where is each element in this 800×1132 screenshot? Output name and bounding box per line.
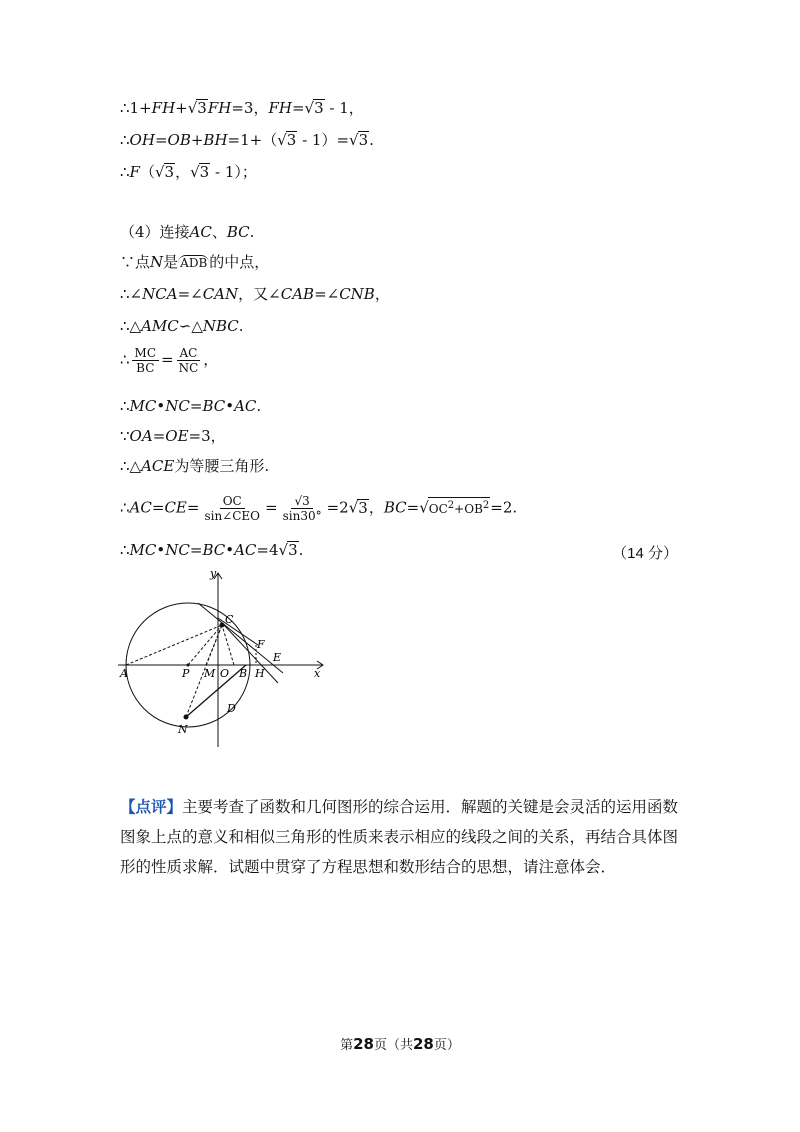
page-total: 28 <box>413 1035 434 1053</box>
line-nb <box>186 665 246 717</box>
solution-line-12: ∴AC=CE= $\frac{OC}{\text{sin∠CEO}}$ = $\frac{√3}{\sin 30^\circ}$ =2√3，$BC=√OC^2+OB^2=2$. <box>120 494 518 523</box>
svg-text:B: B <box>239 667 248 680</box>
svg-text:H: H <box>255 667 265 680</box>
svg-text:D: D <box>227 702 236 715</box>
svg-text:x: x <box>314 667 321 680</box>
svg-text:M: M <box>204 667 216 680</box>
svg-text:N: N <box>178 723 188 736</box>
comment-text: 主要考查了函数和几何图形的综合运用．解题的关键是会灵活的运用函数图象上点的意义和相似三角形的性质来表示相应的线段之间的关系，再结合具体图形的性质求解．试题中贯穿了方程思想和数形结合的思想，请注意体会． <box>120 798 679 876</box>
geometry-figure <box>118 565 338 750</box>
fraction-ac-nc: $\frac{AC}{NC}$ <box>176 346 202 375</box>
solution-line-6: ∴∠NCA=∠CAN，又∠CAB=∠CNB， <box>120 285 390 303</box>
solution-line-3: ∴F（√3，√3 - 1）； <box>120 163 257 181</box>
solution-line-1: ∴1+FH+√3FH=3，FH=√3 - 1， <box>120 99 364 117</box>
svg-text:F: F <box>257 638 265 651</box>
line-c-h <box>224 625 278 683</box>
fraction-oc-sin: $\frac{OC}{\text{sin∠CEO}}$ <box>204 494 261 523</box>
comment-tag: 【点评】 <box>120 798 183 816</box>
svg-text:y: y <box>210 567 217 580</box>
solution-line-13: ∴MC•NC=BC•AC=4√3. <box>120 541 304 559</box>
fraction-mc-bc: $\frac{MC}{BC}$ <box>132 346 159 375</box>
arc-adb: ADB <box>180 256 208 270</box>
page-footer: 第28页（共28页） <box>340 1035 460 1053</box>
solution-line-4: （4）连接AC、BC. <box>120 223 255 241</box>
solution-line-8: ∴ $\frac{MC}{BC}$ = $\frac{AC}{NC}$ ， <box>120 346 219 375</box>
solution-line-7: ∴△AMC∽△NBC. <box>120 317 244 335</box>
solution-line-2: ∴OH=OB+BH=1+（√3 - 1）=√3. <box>120 131 374 149</box>
score-label: （14 分） <box>612 545 678 562</box>
svg-text:E: E <box>273 651 282 664</box>
line-cf <box>218 618 258 645</box>
comment-block <box>120 792 680 882</box>
svg-text:O: O <box>220 667 230 680</box>
svg-text:P: P <box>182 667 190 680</box>
fraction-sqrt3-sin30: $\frac{√3}{\sin 30^\circ}$ <box>282 494 322 523</box>
solution-line-9: ∴MC•NC=BC•AC. <box>120 397 262 415</box>
svg-text:A: A <box>120 667 128 680</box>
point-n <box>184 715 189 720</box>
solution-line-11: ∴△ACE为等腰三角形. <box>120 457 270 475</box>
solution-line-10: ∵OA=OE=3， <box>120 427 226 445</box>
svg-text:C: C <box>225 613 234 626</box>
point-c <box>220 623 225 628</box>
solution-line-5: ∵点N是 ADB 的中点， <box>120 253 270 271</box>
page-number: 28 <box>353 1035 374 1053</box>
